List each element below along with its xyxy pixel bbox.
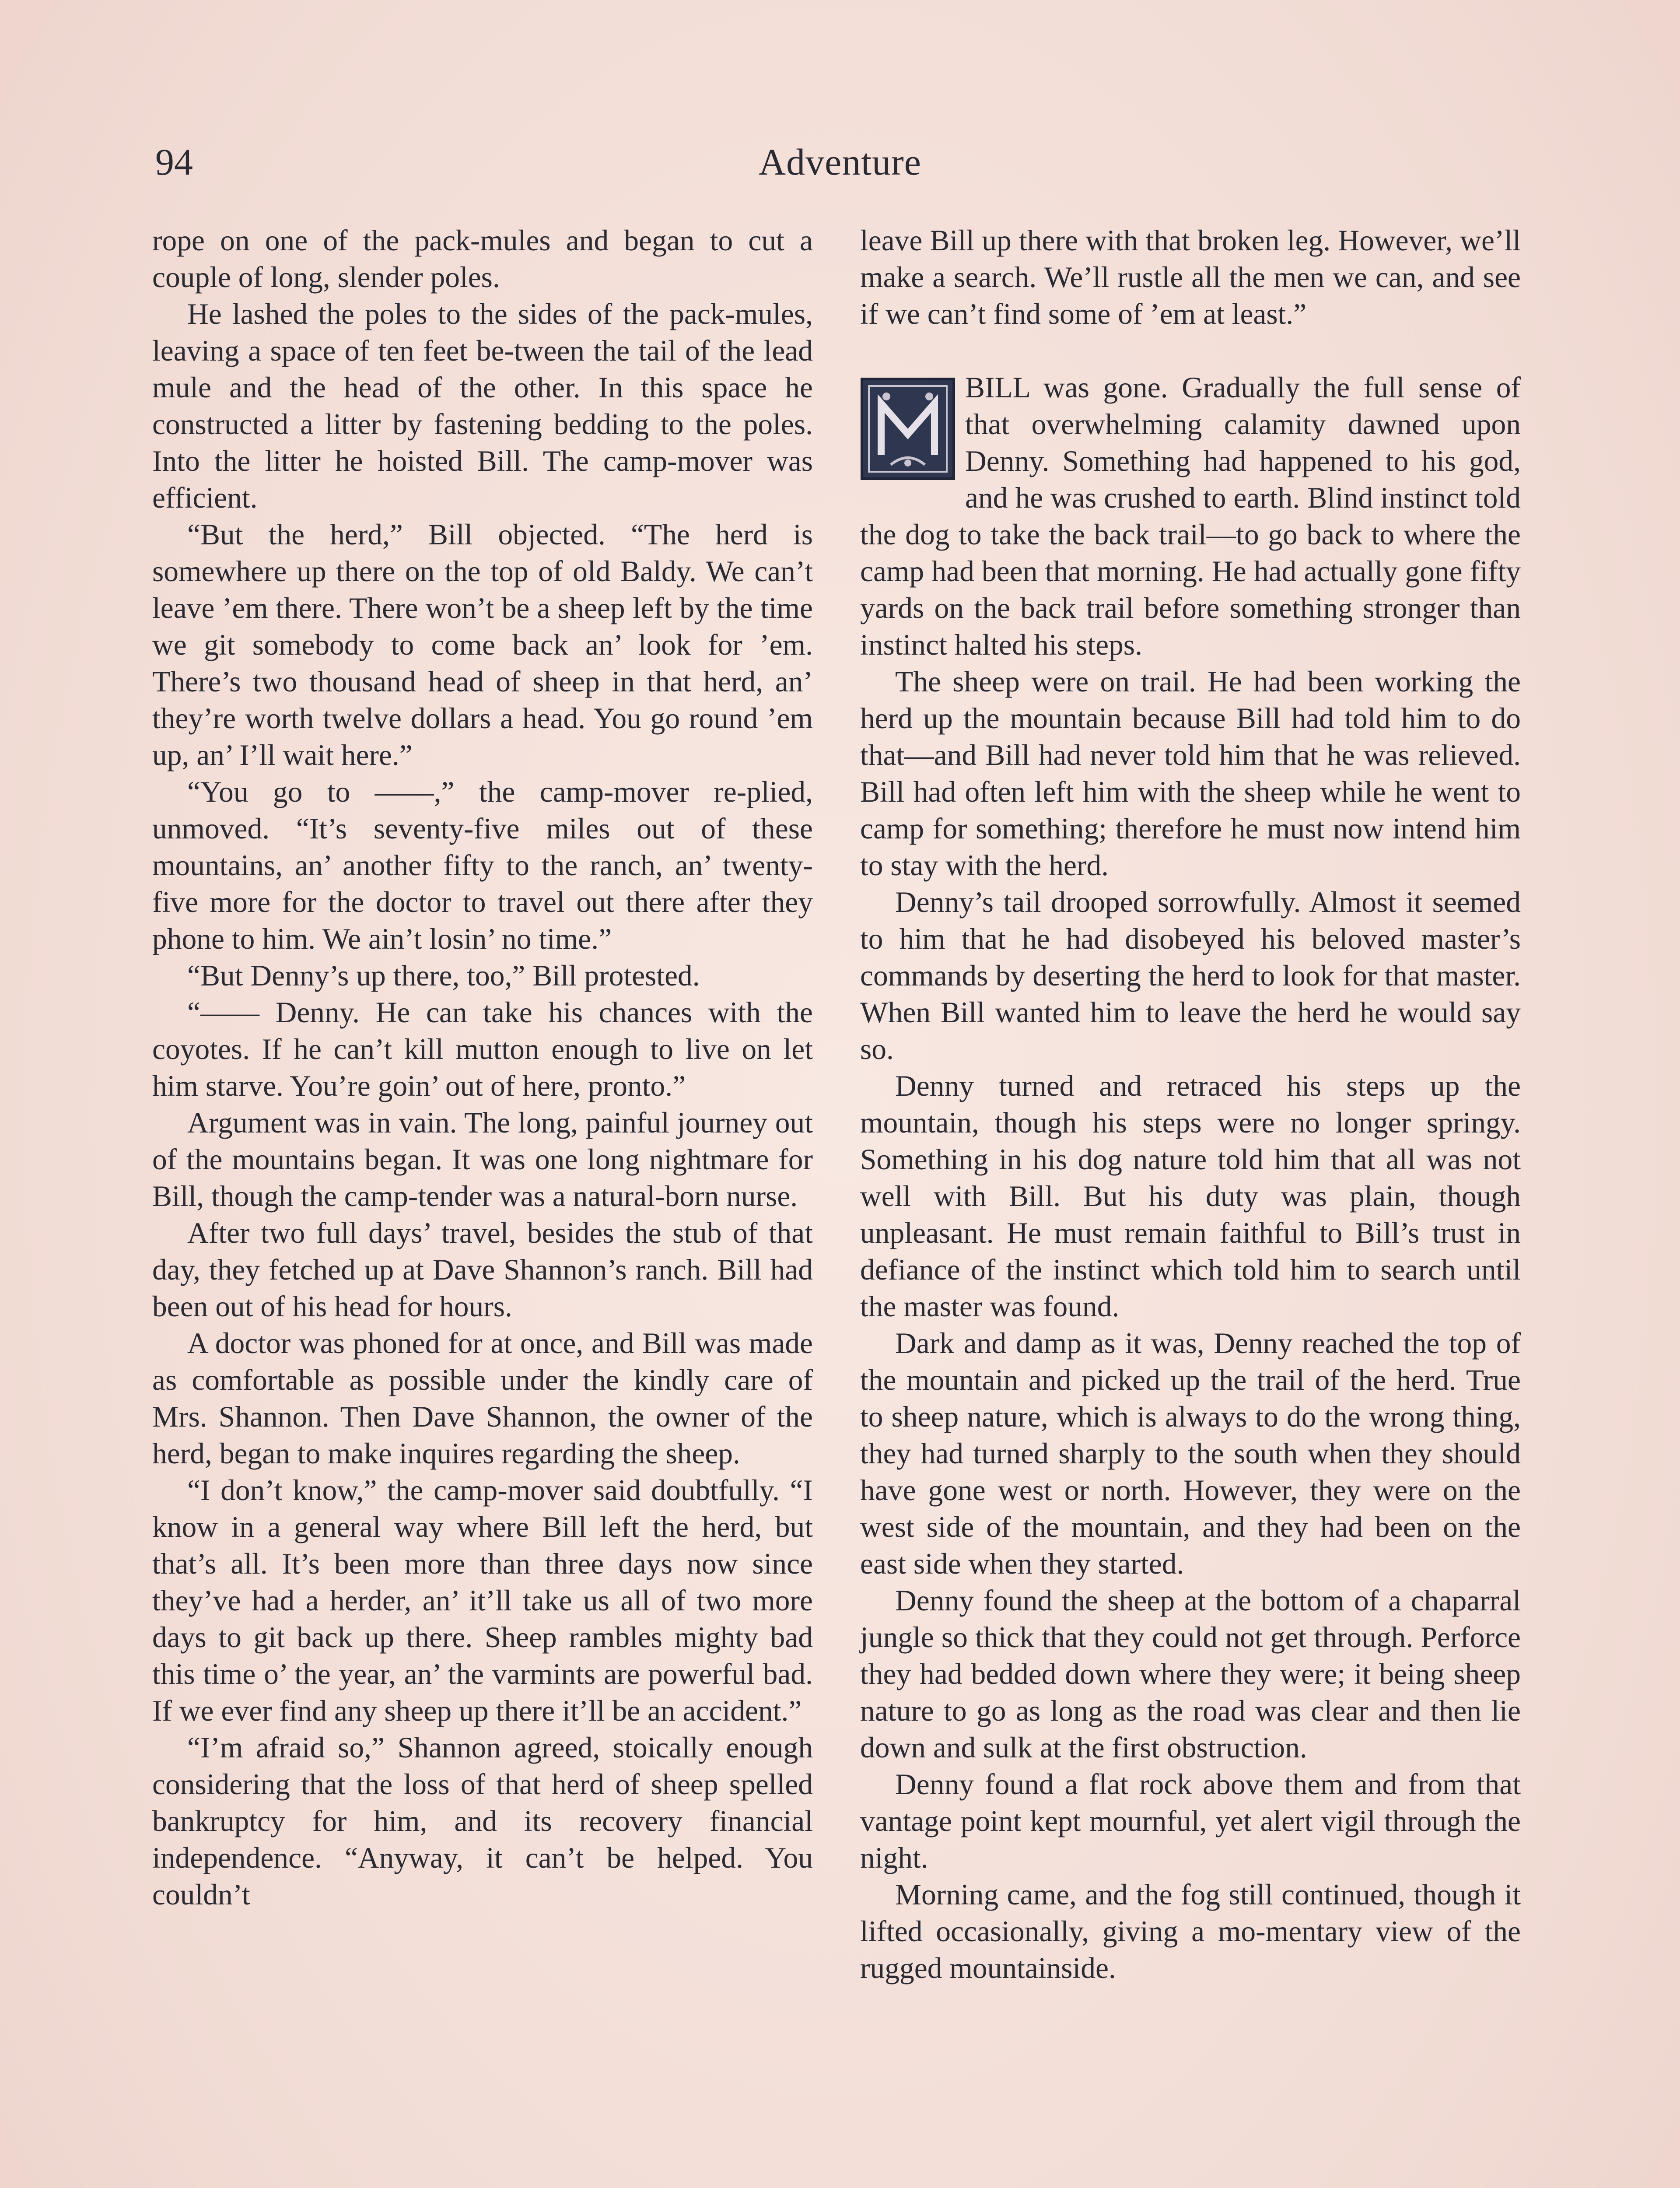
paragraph: “I’m afraid so,” Shannon agreed, stoically enough considering that the loss of that herd of sheep spelled bankruptcy for him, and its recovery financial independence. “Anyway, it can’t be helped. You couldn’t <box>152 1731 813 1911</box>
page-number: 94 <box>155 141 193 183</box>
paragraph: After two full days’ travel, besides the stub of that day, they fetched up at Dave Shannon’s ranch. Bill had been out of his head for hours. <box>152 1217 813 1323</box>
page-header <box>155 131 1525 193</box>
left-column <box>152 222 813 1913</box>
paragraph: Argument was in vain. The long, painful journey out of the mountains began. It was one long nightmare for Bill, though the camp-tender was a natural-born nurse. <box>152 1106 813 1213</box>
paragraph: The sheep were on trail. He had been working the herd up the mountain because Bill had told him to do that—and Bill had never told him that he was relieved. Bill had often left him with the sheep while he went to camp for something; therefore he must now intend him to stay with the herd. <box>860 665 1521 882</box>
running-head: Adventure <box>759 141 921 183</box>
paragraph: Dark and damp as it was, Denny reached the top of the mountain and picked up the trail of the herd. True to sheep nature, which is always to do the wrong thing, they had turned sharply to the south when they should have gone west or north. However, they were on the west side of the mountain, and they had been on the east side when they started. <box>860 1327 1521 1580</box>
paragraph: “You go to ——,” the camp-mover re-plied, unmoved. “It’s seventy-five miles out of these mountains, an’ another fifty to the ranch, an’ twenty-five more for the doctor to travel out there after they phone to him. We ain’t losin’ no time.” <box>152 775 813 955</box>
paragraph: Denny turned and retraced his steps up the mountain, though his steps were no longer springy. Something in his dog nature told him that all was not well with Bill. But his duty was plain, though unpleasant. He must remain faithful to Bill’s trust in defiance of the instinct which told him to search until the master was found. <box>860 1069 1521 1323</box>
section-opening <box>860 369 1521 663</box>
paragraph: He lashed the poles to the sides of the pack-mules, leaving a space of ten feet be-tween the tail of the lead mule and the head of the other. In this space he constructed a litter by fastening bedding to the poles. Into the litter he hoisted Bill. The camp-mover was efficient. <box>152 298 813 514</box>
paragraph: “—— Denny. He can take his chances with the coyotes. If he can’t kill mutton enough to live on let him starve. You’re goin’ out of here, pronto.” <box>152 996 813 1102</box>
paragraph: Denny found the sheep at the bottom of a chaparral jungle so thick that they could not get through. Perforce they had bedded down where they were; it being sheep nature to go as long as the road was clear and then lie down and sulk at the first obstruction. <box>860 1584 1521 1764</box>
section-opening-text: BILL was gone. Gradually the full sense of that overwhelming calamity dawned upon Denny. Something had happened to his god, and he was crushed to earth. Blind instinct told the dog to take the back trail—to go back to where the camp had been that morning. He had actually gone fifty yards on the back trail before something stronger than instinct halted his steps. <box>860 371 1521 661</box>
paragraph-continuation: leave Bill up there with that broken leg. However, we’ll make a search. We’ll rustle all the men we can, and see if we can’t find some of ’em at least.” <box>860 224 1521 330</box>
paragraph: “But Denny’s up there, too,” Bill protested. <box>187 959 700 992</box>
paragraph: “But the herd,” Bill objected. “The herd is somewhere up there on the top of old Baldy. We can’t leave ’em there. There won’t be a sheep left by the time we git somebody to come back an’ look for ’em. There’s two thousand head of sheep in that herd, an’ they’re worth twelve dollars a head. You go round ’em up, an’ I’ll wait here.” <box>152 518 813 771</box>
paragraph: Morning came, and the fog still continued, though it lifted occasionally, giving a mo-mentary view of the rugged mountainside. <box>860 1878 1521 1985</box>
paragraph: “I don’t know,” the camp-mover said doubtfully. “I know in a general way where Bill left the herd, but that’s all. It’s been more than three days now since they’ve had a herder, an’ it’ll take us all of two more days to git back up there. Sheep rambles mighty bad this time o’ the year, an’ the varmints are powerful bad. If we ever find any sheep up there it’ll be an accident.” <box>152 1474 813 1727</box>
paragraph: Denny found a flat rock above them and from that vantage point kept mournful, yet alert vigil through the night. <box>860 1768 1521 1874</box>
paragraph: A doctor was phoned for at once, and Bill was made as comfortable as possible under the kindly care of Mrs. Shannon. Then Dave Shannon, the owner of the herd, began to make inquires regarding the sheep. <box>152 1327 813 1470</box>
paragraph: Denny’s tail drooped sorrowfully. Almost it seemed to him that he had disobeyed his beloved master’s commands by deserting the herd to look for that master. When Bill wanted him to leave the herd he would say so. <box>860 886 1521 1066</box>
paragraph: rope on one of the pack-mules and began to cut a couple of long, slender poles. <box>152 224 813 294</box>
ornamental-initial-icon <box>860 377 956 480</box>
right-column <box>860 222 1521 1987</box>
